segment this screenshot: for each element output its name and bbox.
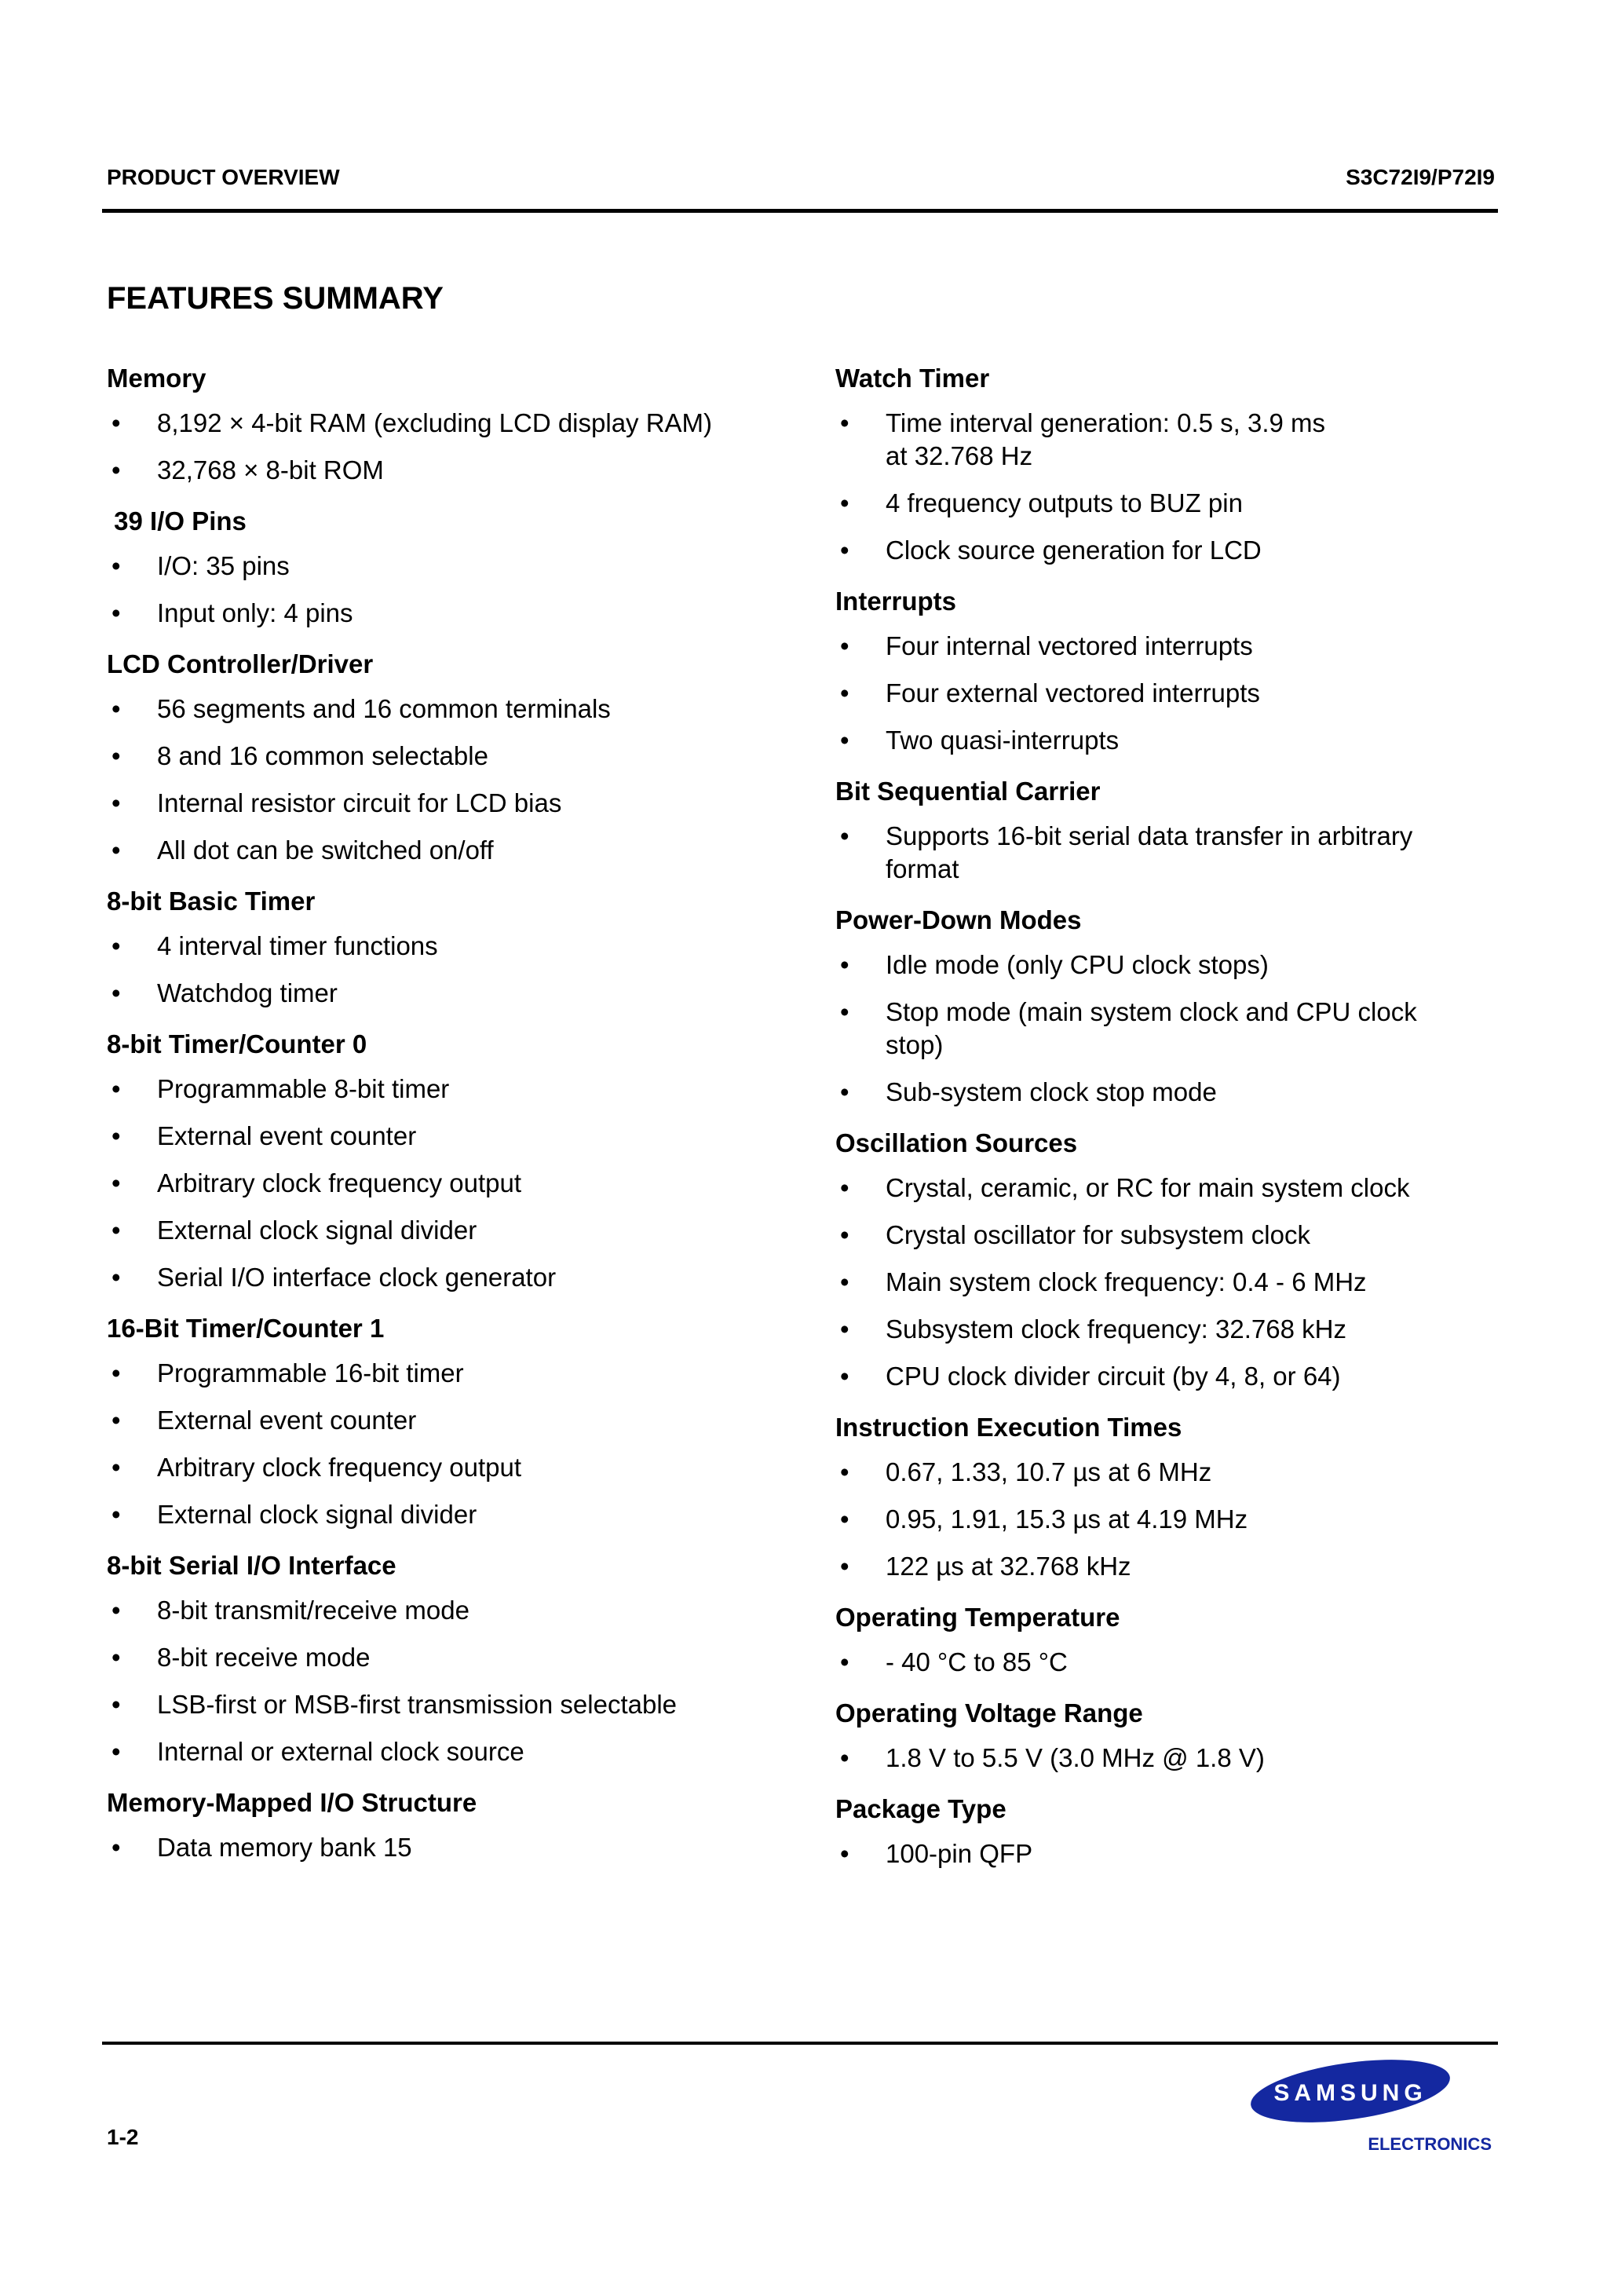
section-heading: Instruction Execution Times (835, 1413, 1182, 1442)
section-8-bit-timer-counter-0 (107, 1029, 782, 1294)
feature-text: All dot can be switched on/off (157, 835, 494, 865)
feature-item (835, 1550, 1511, 1583)
feature-text: CPU clock divider circuit (by 4, 8, or 64) (886, 1362, 1341, 1391)
section-heading: Operating Voltage Range (835, 1698, 1143, 1727)
feature-item (835, 1646, 1511, 1679)
section-memory (107, 363, 782, 487)
logo-subtext: ELECTRONICS (1368, 2134, 1492, 2154)
feature-text: 32,768 × 8-bit ROM (157, 455, 384, 484)
feature-item (835, 630, 1511, 663)
bullet-icon: • (111, 835, 121, 865)
section-instruction-execution-times (835, 1412, 1511, 1583)
feature-text: Idle mode (only CPU clock stops) (886, 950, 1269, 979)
bullet-icon: • (111, 1737, 121, 1766)
feature-item (107, 1831, 782, 1864)
bullet-icon: • (840, 1743, 849, 1772)
section-operating-voltage-range (835, 1698, 1511, 1775)
feature-text: Arbitrary clock frequency output (157, 1168, 522, 1197)
feature-list (835, 820, 1511, 886)
feature-item (835, 996, 1511, 1062)
feature-item (107, 1688, 782, 1721)
feature-item (835, 487, 1511, 520)
bullet-icon: • (111, 1406, 121, 1435)
feature-item (835, 1503, 1511, 1536)
samsung-electronics-logo (1225, 2056, 1500, 2158)
feature-text: 56 segments and 16 common terminals (157, 694, 611, 723)
bullet-icon: • (111, 694, 121, 723)
bullet-icon: • (111, 551, 121, 580)
feature-item (835, 534, 1511, 567)
feature-item (835, 1313, 1511, 1346)
feature-text: Data memory bank 15 (157, 1833, 412, 1862)
section-heading: Oscillation Sources (835, 1128, 1078, 1157)
page-number: 1-2 (107, 2125, 139, 2149)
section-package-type (835, 1793, 1511, 1870)
bullet-icon: • (840, 821, 849, 850)
feature-text: Four internal vectored interrupts (886, 631, 1253, 660)
bullet-icon: • (840, 950, 849, 979)
section-heading: Memory (107, 364, 206, 393)
section-heading: LCD Controller/Driver (107, 649, 374, 678)
feature-text: Time interval generation: 0.5 s, 3.9 ms at 32.768 Hz (886, 408, 1326, 470)
feature-item (107, 1594, 782, 1627)
feature-list (107, 1073, 782, 1294)
feature-text: LSB-first or MSB-first transmission selectable (157, 1690, 678, 1719)
footer-rule (102, 2042, 1498, 2045)
section-interrupts (835, 586, 1511, 757)
bullet-icon: • (111, 741, 121, 770)
bullet-icon: • (111, 1596, 121, 1625)
feature-list (107, 1357, 782, 1531)
feature-item (107, 977, 782, 1010)
feature-text: Stop mode (main system clock and CPU clock stop) (886, 997, 1417, 1059)
feature-item (835, 1219, 1511, 1252)
feature-text: Supports 16-bit serial data transfer in arbitrary format (886, 821, 1413, 883)
section-8-bit-basic-timer (107, 886, 782, 1010)
feature-text: 8-bit transmit/receive mode (157, 1596, 469, 1625)
section-heading: Interrupts (835, 587, 957, 616)
feature-list (835, 949, 1511, 1109)
feature-text: External event counter (157, 1406, 417, 1435)
feature-text: 0.67, 1.33, 10.7 µs at 6 MHz (886, 1457, 1212, 1486)
bullet-icon: • (840, 1457, 849, 1486)
feature-text: Two quasi-interrupts (886, 726, 1120, 755)
feature-list (835, 1456, 1511, 1583)
feature-text: Programmable 8-bit timer (157, 1074, 450, 1103)
bullet-icon: • (111, 1690, 121, 1719)
feature-item (835, 820, 1511, 886)
left-column (107, 363, 782, 1864)
header-rule (102, 209, 1498, 213)
bullet-icon: • (840, 1077, 849, 1106)
feature-item (107, 693, 782, 726)
feature-text: Internal or external clock source (157, 1737, 524, 1766)
feature-text: I/O: 35 pins (157, 551, 290, 580)
feature-text: 100-pin QFP (886, 1839, 1033, 1868)
bullet-icon: • (840, 726, 849, 755)
section-heading: 8-bit Serial I/O Interface (107, 1551, 396, 1580)
section-16-bit-timer-counter-1 (107, 1313, 782, 1531)
logo-brand-text: SAMSUNG (1273, 2080, 1427, 2106)
feature-list (835, 1742, 1511, 1775)
feature-item (107, 1167, 782, 1200)
section-heading: 8-bit Timer/Counter 0 (107, 1029, 367, 1058)
feature-item (107, 1357, 782, 1390)
feature-item (107, 930, 782, 963)
feature-item (835, 677, 1511, 710)
section-memory-mapped-i-o-structure (107, 1787, 782, 1864)
bullet-icon: • (840, 1173, 849, 1202)
feature-list (835, 630, 1511, 757)
feature-list (107, 550, 782, 630)
feature-text: External clock signal divider (157, 1216, 477, 1245)
feature-text: 8 and 16 common selectable (157, 741, 488, 770)
bullet-icon: • (840, 1647, 849, 1676)
bullet-icon: • (111, 1168, 121, 1197)
section-heading: 39 I/O Pins (107, 506, 247, 536)
feature-item (107, 1498, 782, 1531)
feature-item (835, 1837, 1511, 1870)
feature-text: 122 µs at 32.768 kHz (886, 1552, 1131, 1581)
feature-item (835, 1456, 1511, 1489)
feature-item (835, 1076, 1511, 1109)
feature-list (835, 1837, 1511, 1870)
feature-text: External clock signal divider (157, 1500, 477, 1529)
feature-text: Arbitrary clock frequency output (157, 1453, 522, 1482)
bullet-icon: • (840, 408, 849, 437)
feature-list (835, 1172, 1511, 1393)
header-section-title: PRODUCT OVERVIEW (107, 165, 340, 189)
section-lcd-controller-driver (107, 649, 782, 867)
section-heading: Package Type (835, 1794, 1006, 1823)
feature-text: Clock source generation for LCD (886, 536, 1262, 565)
feature-text: Crystal oscillator for subsystem clock (886, 1220, 1310, 1249)
feature-item (835, 407, 1511, 473)
bullet-icon: • (111, 598, 121, 627)
bullet-icon: • (111, 788, 121, 817)
section-heading: Memory-Mapped I/O Structure (107, 1788, 477, 1817)
feature-item (107, 787, 782, 820)
feature-item (107, 1735, 782, 1768)
feature-item (107, 1120, 782, 1153)
feature-text: Internal resistor circuit for LCD bias (157, 788, 562, 817)
feature-item (835, 1742, 1511, 1775)
feature-item (107, 1641, 782, 1674)
bullet-icon: • (111, 978, 121, 1007)
feature-list (107, 930, 782, 1010)
feature-item (107, 1451, 782, 1484)
bullet-icon: • (840, 1552, 849, 1581)
feature-item (107, 1073, 782, 1106)
bullet-icon: • (840, 536, 849, 565)
feature-text: Watchdog timer (157, 978, 338, 1007)
feature-text: Four external vectored interrupts (886, 678, 1260, 707)
feature-item (107, 407, 782, 440)
bullet-icon: • (111, 1500, 121, 1529)
feature-item (835, 1172, 1511, 1205)
bullet-icon: • (111, 931, 121, 960)
feature-text: 0.95, 1.91, 15.3 µs at 4.19 MHz (886, 1504, 1248, 1534)
section-heading: Power-Down Modes (835, 905, 1082, 934)
feature-text: Programmable 16-bit timer (157, 1358, 464, 1387)
section-bit-sequential-carrier (835, 776, 1511, 886)
feature-list (107, 1831, 782, 1864)
feature-item (835, 724, 1511, 757)
section-operating-temperature (835, 1602, 1511, 1679)
feature-item (107, 1261, 782, 1294)
feature-item (835, 949, 1511, 982)
feature-text: 8-bit receive mode (157, 1643, 371, 1672)
bullet-icon: • (111, 1121, 121, 1150)
bullet-icon: • (840, 1267, 849, 1296)
bullet-icon: • (840, 1220, 849, 1249)
section-heading: Watch Timer (835, 364, 990, 393)
bullet-icon: • (111, 1453, 121, 1482)
feature-item (107, 834, 782, 867)
feature-list (107, 407, 782, 487)
feature-text: 8,192 × 4-bit RAM (excluding LCD display RAM) (157, 408, 713, 437)
bullet-icon: • (840, 678, 849, 707)
bullet-icon: • (840, 997, 849, 1026)
feature-item (107, 1214, 782, 1247)
section-heading: 8-bit Basic Timer (107, 887, 316, 916)
section-heading: Bit Sequential Carrier (835, 777, 1101, 806)
section-watch-timer (835, 363, 1511, 567)
bullet-icon: • (840, 1314, 849, 1344)
feature-list (835, 407, 1511, 567)
feature-item (107, 597, 782, 630)
feature-text: Input only: 4 pins (157, 598, 353, 627)
feature-text: Sub-system clock stop mode (886, 1077, 1217, 1106)
feature-list (107, 1594, 782, 1768)
feature-text: Subsystem clock frequency: 32.768 kHz (886, 1314, 1346, 1344)
feature-text: Crystal, ceramic, or RC for main system clock (886, 1173, 1410, 1202)
feature-item (107, 550, 782, 583)
bullet-icon: • (111, 1263, 121, 1292)
bullet-icon: • (111, 455, 121, 484)
bullet-icon: • (111, 1074, 121, 1103)
bullet-icon: • (111, 1833, 121, 1862)
feature-item (107, 1404, 782, 1437)
bullet-icon: • (840, 631, 849, 660)
bullet-icon: • (111, 1216, 121, 1245)
feature-list (835, 1646, 1511, 1679)
feature-text: 1.8 V to 5.5 V (3.0 MHz @ 1.8 V) (886, 1743, 1265, 1772)
section-oscillation-sources (835, 1128, 1511, 1393)
section-39-i-o-pins (107, 506, 782, 630)
section-8-bit-serial-i-o-interface (107, 1550, 782, 1768)
bullet-icon: • (111, 1358, 121, 1387)
feature-text: External event counter (157, 1121, 417, 1150)
bullet-icon: • (840, 1839, 849, 1868)
section-heading: 16-Bit Timer/Counter 1 (107, 1314, 385, 1343)
right-column (835, 363, 1511, 1870)
feature-item (107, 454, 782, 487)
bullet-icon: • (840, 1362, 849, 1391)
page-title: FEATURES SUMMARY (107, 281, 444, 316)
feature-text: 4 frequency outputs to BUZ pin (886, 488, 1243, 517)
feature-text: - 40 °C to 85 °C (886, 1647, 1068, 1676)
feature-text: 4 interval timer functions (157, 931, 438, 960)
feature-item (835, 1360, 1511, 1393)
header-part-number: S3C72I9/P72I9 (1346, 165, 1495, 189)
feature-item (835, 1266, 1511, 1299)
feature-item (107, 740, 782, 773)
feature-text: Serial I/O interface clock generator (157, 1263, 557, 1292)
bullet-icon: • (840, 1504, 849, 1534)
feature-text: Main system clock frequency: 0.4 - 6 MHz (886, 1267, 1367, 1296)
bullet-icon: • (111, 408, 121, 437)
bullet-icon: • (840, 488, 849, 517)
section-heading: Operating Temperature (835, 1603, 1120, 1632)
section-power-down-modes (835, 905, 1511, 1109)
feature-list (107, 693, 782, 867)
bullet-icon: • (111, 1643, 121, 1672)
